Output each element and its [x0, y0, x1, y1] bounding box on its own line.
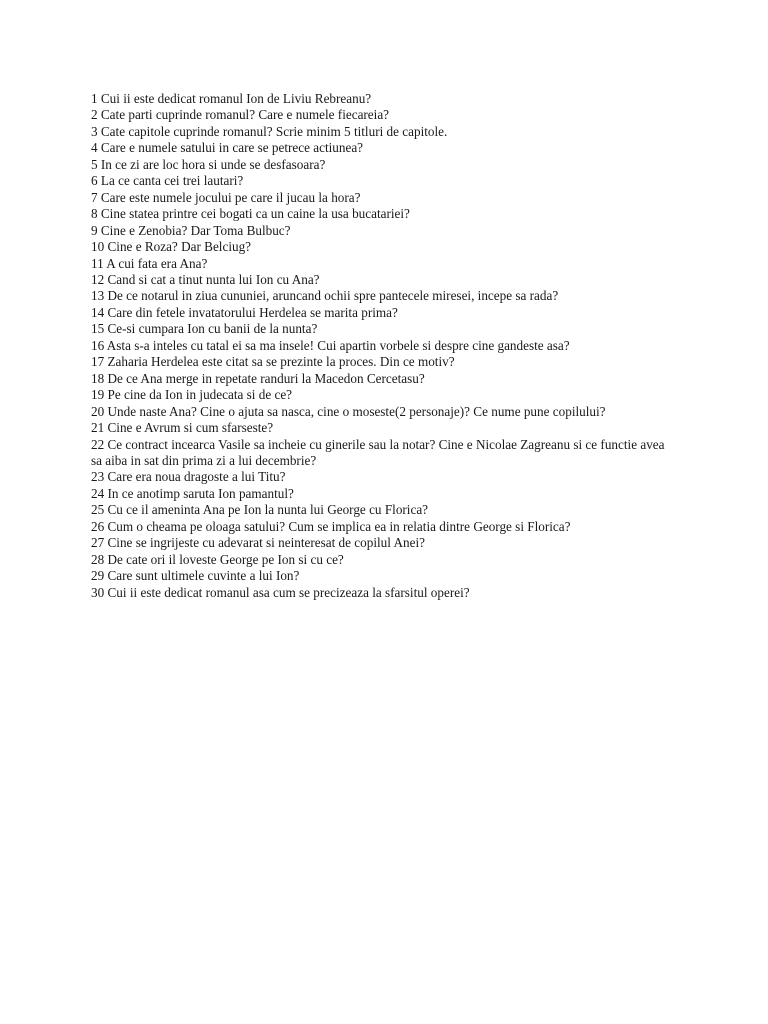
question-item: 1 Cui ii este dedicat romanul Ion de Liviu Rebreanu?: [91, 91, 372, 106]
question-list: [91, 91, 671, 601]
question-item: 13 De ce notarul in ziua cununiei, aruncand ochii spre pantecele miresei, incepe sa rada?: [91, 288, 559, 304]
question-item: 5 In ce zi are loc hora si unde se desfasoara?: [91, 156, 326, 172]
question-item: 2 Cate parti cuprinde romanul? Care e numele fiecareia?: [91, 107, 390, 123]
question-item: 10 Cine e Roza? Dar Belciug?: [91, 239, 252, 255]
question-item: 16 Asta s-a inteles cu tatal ei sa ma insele! Cui apartin vorbele si despre cine gandeste asa?: [91, 337, 570, 353]
question-item: 20 Unde naste Ana? Cine o ajuta sa nasca, cine o moseste(2 personaje)? Ce nume pune copilului?: [91, 403, 606, 419]
question-item: 25 Cu ce il ameninta Ana pe Ion la nunta lui George cu Florica?: [91, 502, 429, 518]
question-item: 12 Cand si cat a tinut nunta lui Ion cu Ana?: [91, 271, 320, 287]
question-item: 11 A cui fata era Ana?: [91, 255, 208, 271]
question-item: 29 Care sunt ultimele cuvinte a lui Ion?: [91, 568, 300, 584]
question-item: 30 Cui ii este dedicat romanul asa cum se precizeaza la sfarsitul operei?: [91, 584, 470, 600]
question-item: 15 Ce-si cumpara Ion cu banii de la nunta?: [91, 321, 318, 337]
question-item: 27 Cine se ingrijeste cu adevarat si neinteresat de copilul Anei?: [91, 535, 425, 551]
question-item: 7 Care este numele jocului pe care il jucau la hora?: [91, 189, 361, 205]
question-item: 3 Cate capitole cuprinde romanul? Scrie minim 5 titluri de capitole.: [91, 123, 448, 139]
question-item: 26 Cum o cheama pe oloaga satului? Cum se implica ea in relatia dintre George si Florica?: [91, 518, 571, 534]
question-item: 6 La ce canta cei trei lautari?: [91, 173, 244, 189]
question-item: 17 Zaharia Herdelea este citat sa se prezinte la proces. Din ce motiv?: [91, 354, 455, 370]
question-item: 22 Ce contract incearca Vasile sa incheie cu ginerile sau la notar? Cine e Nicolae Zagreanu si ce functie avea sa aiba in sat din prima zi a lui decembrie?: [91, 436, 665, 468]
question-item: 18 De ce Ana merge in repetate randuri la Macedon Cercetasu?: [91, 370, 425, 386]
question-item: 19 Pe cine da Ion in judecata si de ce?: [91, 387, 293, 403]
question-item: 24 In ce anotimp saruta Ion pamantul?: [91, 485, 294, 501]
question-item: 9 Cine e Zenobia? Dar Toma Bulbuc?: [91, 222, 291, 238]
question-item: 21 Cine e Avrum si cum sfarseste?: [91, 420, 274, 436]
question-item: 4 Care e numele satului in care se petrece actiunea?: [91, 140, 364, 156]
question-item: 8 Cine statea printre cei bogati ca un caine la usa bucatariei?: [91, 206, 410, 222]
question-item: 14 Care din fetele invatatorului Herdelea se marita prima?: [91, 304, 398, 320]
question-item: 28 De cate ori il loveste George pe Ion si cu ce?: [91, 551, 344, 567]
question-item: 23 Care era noua dragoste a lui Titu?: [91, 469, 286, 485]
